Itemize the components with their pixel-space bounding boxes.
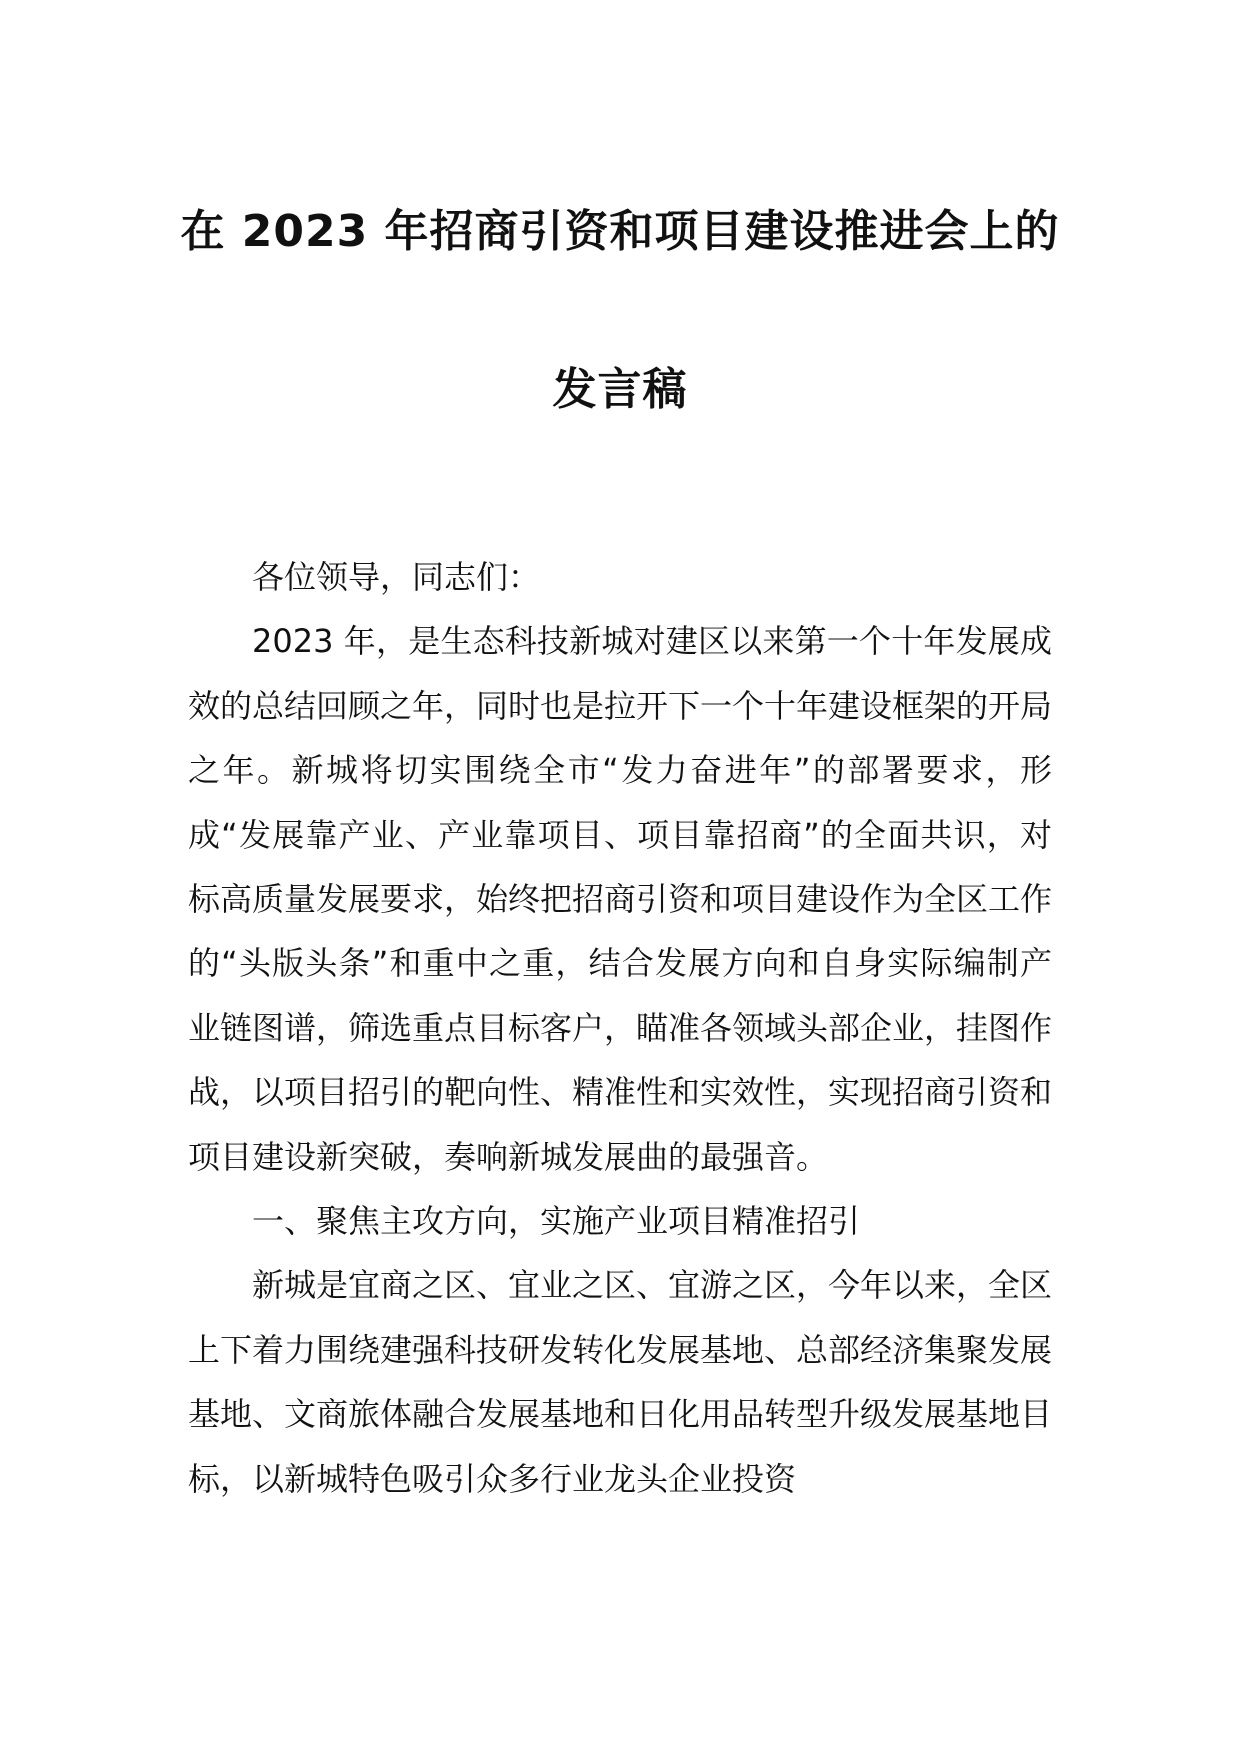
document-title-line-1: 在 2023 年招商引资和项目建设推进会上的: [180, 206, 1060, 257]
document-body: [188, 545, 1052, 1511]
document-title-line-2: 发言稿: [552, 364, 688, 415]
section-heading-1: 一、聚焦主攻方向，实施产业项目精准招引: [252, 1202, 861, 1241]
paragraph-section-1: 新城是宜商之区、宜业之区、宜游之区，今年以来，全区上下着力围绕建强科技研发转化发展基地、总部经济集聚发展基地、文商旅体融合发展基地和日化用品转型升级发展基地目标，以新城特色吸引众多行业龙头企业投资: [188, 1266, 1053, 1498]
paragraph-intro: 2023 年，是生态科技新城对建区以来第一个十年发展成效的总结回顾之年，同时也是拉开下一个十年建设框架的开局之年。新城将切实围绕全市“发力奋进年”的部署要求，形成“发展靠产业、产业靠项目、项目靠招商”的全面共识，对标高质量发展要求，始终把招商引资和项目建设作为全区工作的“头版头条”和重中之重，结合发展方向和自身实际编制产业链图谱，筛选重点目标客户，瞄准各领域头部企业，挂图作战，以项目招引的靶向性、精准性和实效性，实现招商引资和项目建设新突破，奏响新城发展曲的最强音。: [188, 622, 1053, 1176]
salutation: 各位领导，同志们：: [252, 558, 541, 596]
